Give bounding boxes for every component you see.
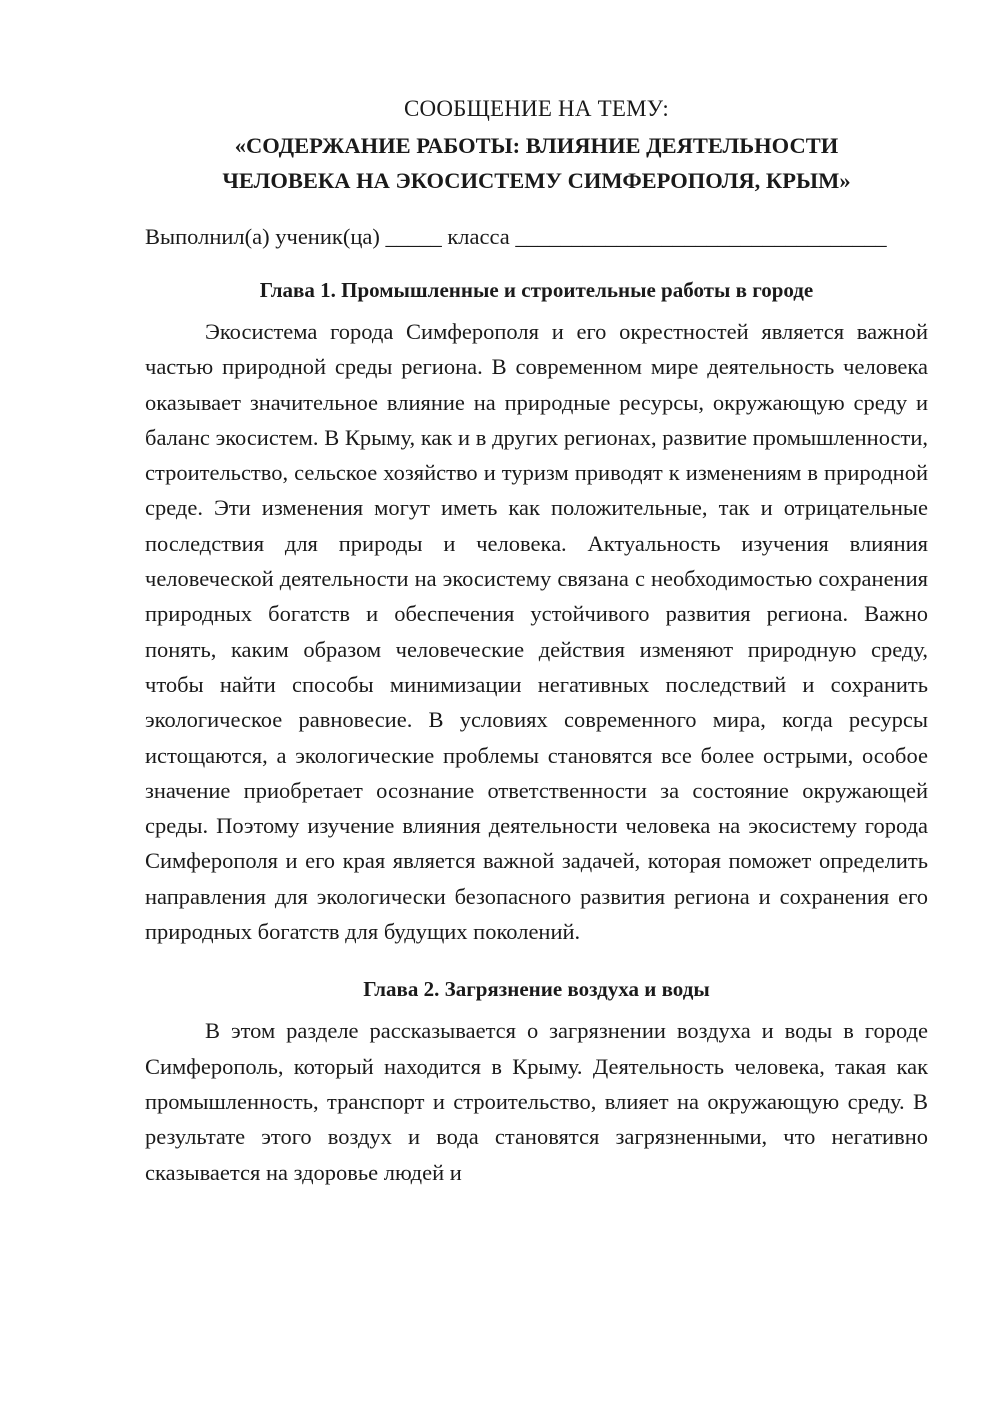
chapter-2-title: Глава 2. Загрязнение воздуха и воды xyxy=(363,977,710,1002)
document-page xyxy=(145,92,928,1190)
document-title-line-2: ЧЕЛОВЕКА НА ЭКОСИСТЕМУ СИМФЕРОПОЛЯ, КРЫМ» xyxy=(222,168,851,193)
chapter-1-paragraph: Экосистема города Симферополя и его окрестностей является важной частью природной среды региона. В современном мире деятельность человека оказывает значительное влияние на природные ресурсы, окружающую среду и баланс экосистем. В Крыму, как и в других регионах, развитие промышленности, строительство, сельское хозяйство и туризм приводят к изменениям в природной среде. Эти изменения могут иметь как положительные, так и отрицательные последствия для природы и человека. Актуальность изучения влияния человеческой деятельности на экосистему связана с необходимостью сохранения природных богатств и обеспечения устойчивого развития региона. Важно понять, каким образом человеческие действия изменяют природную среду, чтобы найти способы минимизации негативных последствий и сохранить экологическое равновесие. В условиях современного мира, когда ресурсы истощаются, а экологические проблемы становятся все более острыми, особое значение приобретает осознание ответственности за состояние окружающей среды. Поэтому изучение влияния деятельности человека на экосистему города Симферополя и его края является важной задачей, которая поможет определить направления для экологически безопасного развития региона и сохранения его природных богатств для будущих поколений. xyxy=(145,319,928,945)
document-header: СООБЩЕНИЕ НА ТЕМУ: xyxy=(404,96,669,121)
author-line: Выполнил(а) ученик(ца) _____ класса _________________________________ xyxy=(145,224,887,249)
chapter-2-paragraph: В этом разделе рассказывается о загрязнении воздуха и воды в городе Симферополь, который находится в Крыму. Деятельность человека, такая как промышленность, транспорт и строительство, влияет на окружающую среду. В результате этого воздух и вода становятся загрязненными, что негативно сказывается на здоровье людей и xyxy=(145,1018,928,1185)
document-title-line-1: «СОДЕРЖАНИЕ РАБОТЫ: ВЛИЯНИЕ ДЕЯТЕЛЬНОСТИ xyxy=(234,133,839,158)
chapter-1-title: Глава 1. Промышленные и строительные работы в городе xyxy=(259,278,814,302)
